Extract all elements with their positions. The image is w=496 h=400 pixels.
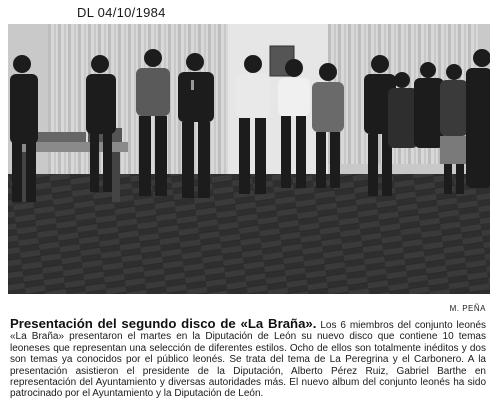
photo-credit: M. PEÑA (449, 304, 486, 313)
article-body: Los 6 miembros del conjunto leonés «La Braña» presentaron el martes en la Diputación de León su nuevo disco que contiene 10 temas leoneses que representan una selección de diferentes estilos. Ocho de ellos son totalmente inéditos y dos son temas ya conocidos por el público leonés. Se trata del tema de La Peregrina y el Carbonero. A la presentación asistieron el presidente de la Diputación, Alberto Pérez Ruiz, Gabriel Barthe en representación del Ayuntamiento y diversas autoridades más. El nuevo album del conjunto leonés ha sido patrocinado por el Ayuntamiento y la Diputación de León. (10, 320, 487, 400)
press-photo (8, 24, 490, 294)
dateline: DL 04/10/1984 (77, 5, 166, 20)
news-article (10, 318, 486, 400)
headline: Presentación del segundo disco de «La Braña». (10, 316, 317, 331)
group-photo-illustration (8, 24, 490, 294)
